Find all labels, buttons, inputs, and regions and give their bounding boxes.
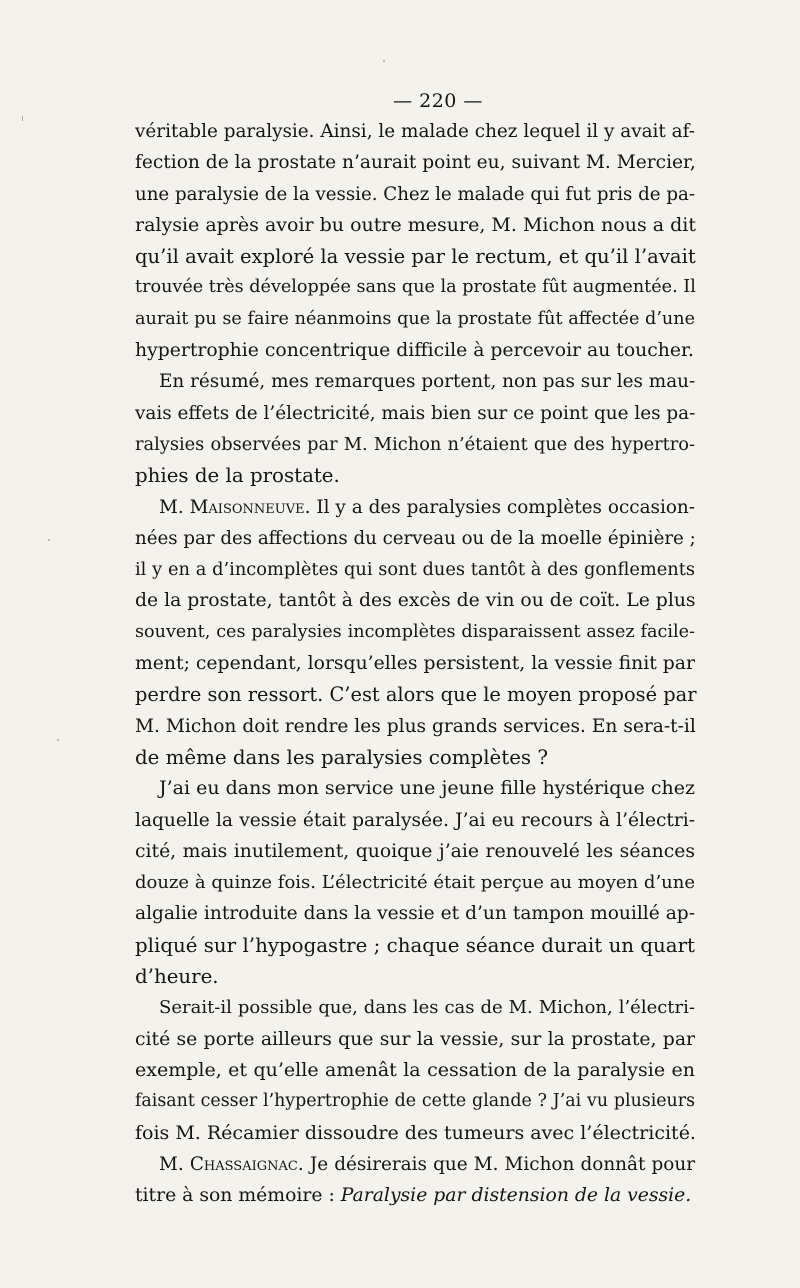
text-line: hypertrophie concentrique difficile à percevoir au toucher.	[135, 340, 694, 362]
text-line: de même dans les paralysies complètes ?	[135, 745, 548, 769]
text-line: En résumé, mes remarques portent, non pas sur les mau-	[159, 371, 696, 393]
paper-speck	[48, 539, 50, 541]
paragraph	[135, 116, 695, 366]
text-line: phies de la prostate.	[135, 464, 340, 488]
memoir-title: Paralysie par distension de la vessie.	[340, 1185, 692, 1207]
text-line: souvent, ces paralysies incomplètes disparaissent assez facile-	[135, 621, 695, 642]
text-line: d’heure.	[135, 965, 219, 989]
paragraph	[135, 366, 695, 491]
text-line: cité se porte ailleurs que sur la vessie, sur la prostate, par	[135, 1028, 695, 1050]
text-line: qu’il avait exploré la vessie par le rectum, et qu’il l’avait	[135, 245, 696, 269]
text-line: fois M. Récamier dissoudre des tumeurs avec l’électricité.	[135, 1121, 696, 1144]
text-line-rest: Il y a des paralysies complètes occasion-	[310, 496, 695, 518]
text-line: cité, mais inutilement, quoique j’aie renouvelé les séances	[135, 840, 695, 862]
paragraph	[135, 992, 695, 1148]
speaker-name: M. Chassaignac.	[159, 1153, 304, 1175]
text-line: fection de la prostate n’aurait point eu, suivant M. Mercier,	[135, 152, 696, 174]
text-line: nées par des affections du cerveau ou de la moelle épinière ;	[135, 527, 696, 549]
text-line: Serait-il possible que, dans les cas de M. Michon, l’électri-	[159, 997, 695, 1019]
paragraph	[135, 1149, 695, 1212]
text-line	[135, 1180, 695, 1211]
text-line	[135, 1149, 695, 1180]
text-line: M. Michon doit rendre les plus grands services. En sera-t-il	[135, 715, 696, 737]
page-number: — 220 —	[393, 90, 483, 112]
text-line: faisant cesser l’hypertrophie de cette glande ? J’ai vu plusieurs	[135, 1091, 695, 1112]
speaker-name: M. Maisonneuve.	[159, 496, 311, 518]
text-line	[135, 492, 695, 523]
text-line: une paralysie de la vessie. Chez le malade qui fut pris de pa-	[135, 183, 695, 205]
text-line: ralysie après avoir bu outre mesure, M. Michon nous a dit	[135, 213, 697, 236]
text-line: il y en a d’incomplètes qui sont dues tantôt à des gonflements	[135, 559, 695, 581]
text-line: ment; cependant, lorsqu’elles persistent, la vessie finit par	[135, 653, 695, 675]
text-line: aurait pu se faire néanmoins que la prostate fût affectée d’une	[135, 308, 695, 329]
paper-speck	[57, 739, 59, 741]
text-line: véritable paralysie. Ainsi, le malade chez lequel il y avait af-	[135, 121, 695, 142]
paper-speck	[383, 60, 385, 62]
text-line: J’ai eu dans mon service une jeune fille hystérique chez	[159, 777, 696, 800]
text-line-rest: titre à son mémoire :	[135, 1185, 341, 1207]
page-text	[135, 86, 695, 1211]
text-line: douze à quinze fois. L’électricité était perçue au moyen d’une	[135, 872, 695, 894]
text-line: trouvée très développée sans que la prostate fût augmentée. Il	[135, 277, 696, 298]
text-line: exemple, et qu’elle amenât la cessation de la paralysie en	[135, 1058, 695, 1081]
paragraph	[135, 492, 695, 774]
text-line: ralysies observées par M. Michon n’étaient que des hypertro-	[135, 433, 695, 455]
text-line: de la prostate, tantôt à des excès de vin ou de coït. Le plus	[135, 590, 696, 612]
text-line-rest: Je désirerais que M. Michon donnât pour	[303, 1153, 695, 1175]
text-line: pliqué sur l’hypogastre ; chaque séance durait un quart	[135, 933, 695, 957]
paper-speck	[22, 116, 23, 121]
text-line: vais effets de l’électricité, mais bien sur ce point que les pa-	[135, 402, 696, 424]
paragraph	[135, 773, 695, 992]
text-line: laquelle la vessie était paralysée. J’ai eu recours à l’électri-	[135, 809, 695, 831]
text-line: algalie introduite dans la vessie et d’un tampon mouillé ap-	[135, 903, 695, 925]
text-line: perdre son ressort. C’est alors que le moyen proposé par	[135, 683, 697, 707]
